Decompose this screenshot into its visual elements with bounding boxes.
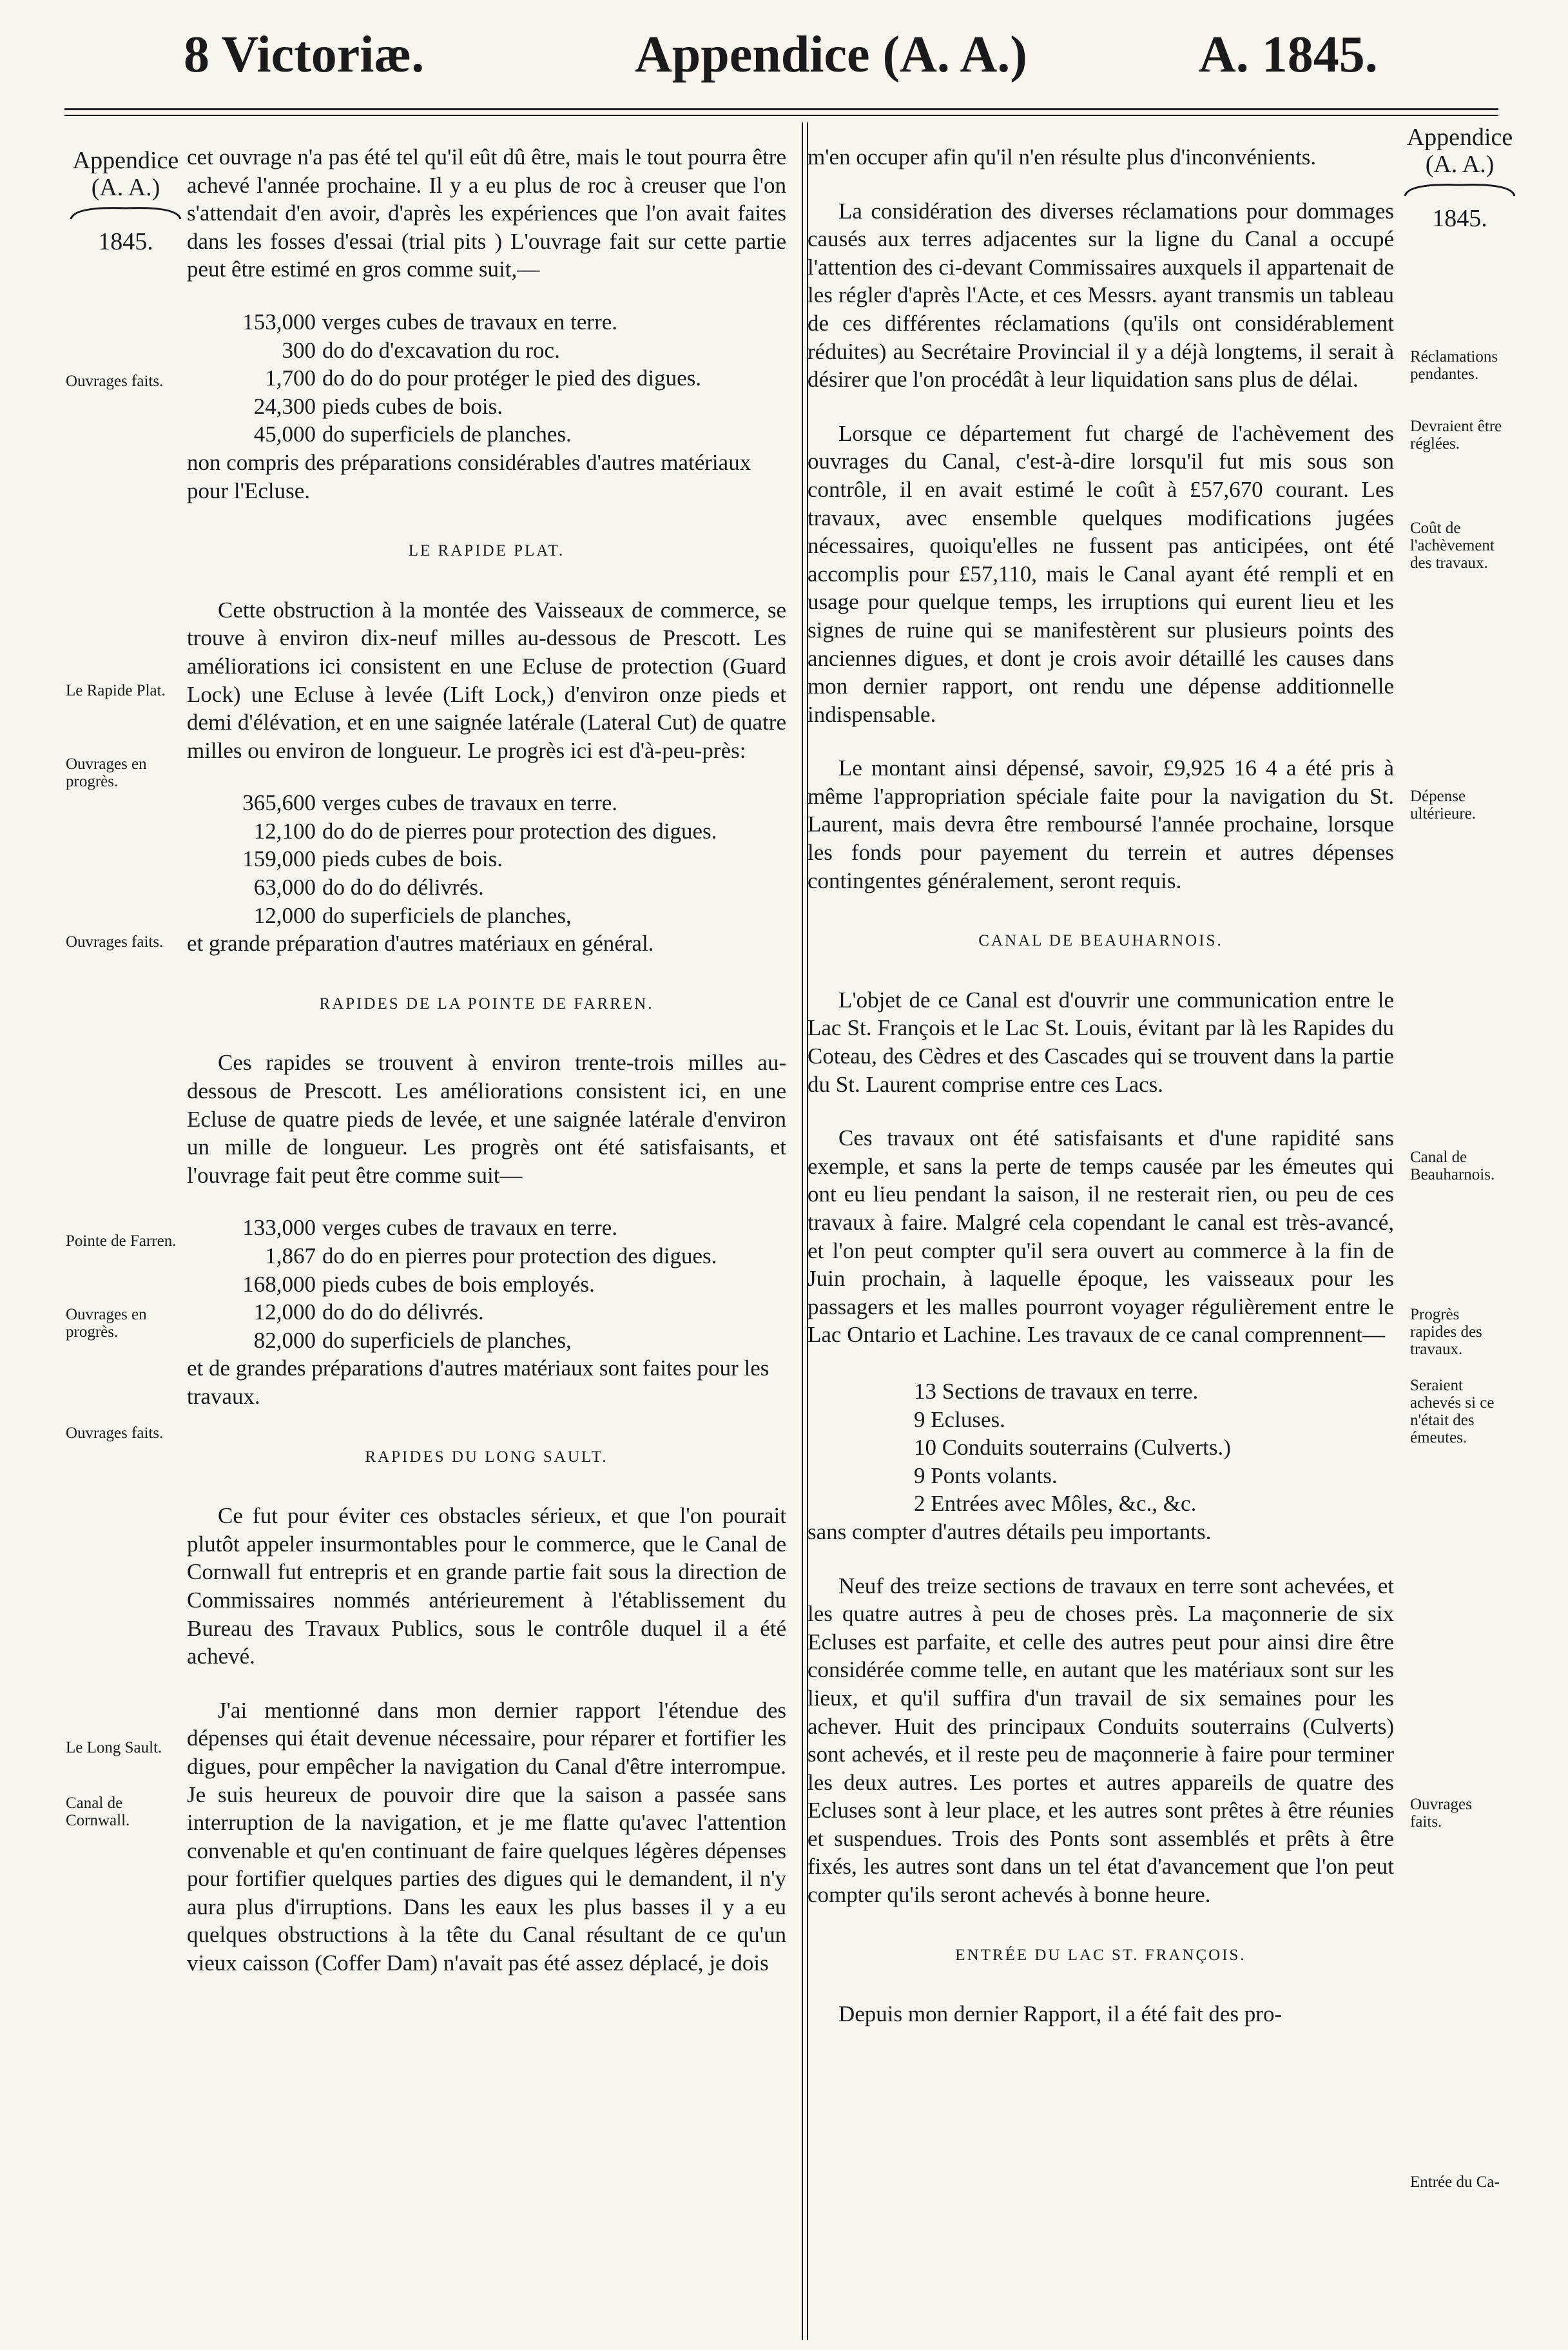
- margin-note: Réclamations pendantes.: [1410, 348, 1498, 383]
- quantities-list: [187, 308, 786, 505]
- paragraph: Lorsque ce département fut chargé de l'achèvement des ouvrages du Canal, c'est-à-dire lorsqu'il fut mis sous son contrôle, il en avait estimé le coût à £57,670 courant. Les travaux, avec ensemble quelques modifications jugées nécessaires, quoiqu'elles ne fussent pas anticipées, ont été accomplis pour £57,110, mais le Canal ayant été rempli et en usage pour quelque temps, les irruptions qui eurent lieu et les signes de ruine qui se manifestèrent sur plusieurs points des anciennes digues, et dont je crois avoir détaillé les causes dans mon dernier rapport, ont rendu une dépense additionnelle indispensable.: [808, 420, 1394, 727]
- paragraph: Cette obstruction à la montée des Vaisseaux de commerce, se trouve à environ dix-neuf milles au-dessous de Prescott. Les améliorations ici consistent en une Ecluse de protection (Guard Lock) une Ecluse à levée (Lift Lock,) d'environ onze pieds et demi d'élévation, et en une saignée latérale (Lateral Cut) de quatre milles ou environ de longueur. Le progrès ici est d'à-peu-près:: [187, 597, 786, 763]
- paragraph: Ces rapides se trouvent à environ trente-trois milles au-dessous de Prescott. Les améliorations consistent ici, en une Ecluse de quatre pieds de levée, et une saignée latérale d'environ un mille de longueur. Les progrès ont été satisfaisants, et l'ouvrage fait peut être comme suit—: [187, 1050, 786, 1188]
- stamp-year: 1845.: [98, 228, 153, 255]
- header-year: A. 1845.: [1199, 26, 1378, 83]
- quantity-row: [187, 789, 786, 817]
- quantity-row: [187, 420, 786, 449]
- quantity-row: [187, 308, 786, 336]
- paragraph: La considération des diverses réclamations pour dommages causés aux terres adjacentes sur la ligne du Canal a occupé l'attention des ci-devant Commissaires auxquels il appartenait de les régler d'après l'Acte, et ces Messrs. ayant transmis un tableau de ces différentes réclamations (qu'ils ont considérablement réduites) au Secrétaire Provincial il y a déjà longtems, il serait à désirer que l'on procédât à leur liquidation sans plus de délai.: [808, 198, 1394, 393]
- quantity-description: do do de pierres pour protection des digues.: [322, 818, 717, 844]
- quantity: 12,000: [253, 902, 316, 928]
- quantity: 153,000: [242, 309, 316, 335]
- section-heading: RAPIDES DU LONG SAULT.: [365, 1448, 608, 1466]
- quantity-description: do do d'excavation du roc.: [322, 337, 560, 363]
- paragraph: L'objet de ce Canal est d'ouvrir une communication entre le Lac St. François et le Lac St. Louis, évitant par là les Rapides du Coteau, des Cèdres et des Cascades qui se trouvent dans la partie du St. Laurent comprise entre ces Lacs.: [808, 987, 1394, 1097]
- quantity: 24,300: [253, 393, 316, 419]
- margin-note: Seraient achevés si ce n'était des émeutes.: [1410, 1377, 1495, 1446]
- margin-note: Ouvrages en progrès.: [66, 755, 147, 790]
- quantity-description: do superficiels de planches.: [322, 422, 572, 447]
- quantity-description: pieds cubes de bois.: [322, 393, 503, 419]
- list-item: 9 Ecluses.: [914, 1406, 1005, 1432]
- quantity: 159,000: [242, 846, 316, 872]
- stamp-brace: [1402, 180, 1518, 199]
- paragraph: Ce fut pour éviter ces obstacles sérieux, et que l'on pourait plutôt appeler insurmontables pour le commerce, que le Canal de Cornwall fut entrepris et en grande partie fait sous la direction de Commissaires nommés antérieurement à l'établissement du Bureau des Travaux Publics, sous le contrôle duquel il a été achevé.: [187, 1503, 786, 1669]
- margin-note: Ouvrages faits.: [66, 933, 164, 951]
- quantity-row: [187, 902, 786, 930]
- paragraph: J'ai mentionné dans mon dernier rapport l'étendue des dépenses qui était devenue nécessaire, pour réparer et fortifier les digues, pour empêcher la navigation du Canal d'être interrompue. Je suis heureux de pouvoir dire que la saison a passée sans interruption de la navigation, et je me flatte qu'avec l'attention convenable et qu'en continuant de faire quelques légères dépenses pour fortifier quelques parties des digues qui le demandent, il n'y aura plus d'irruptions. Dans les eaux les plus basses il y a eu quelques obstructions à la tête du Canal résultant de ce qu'un vieux caisson (Coffer Dam) n'avait pas été assez déplacé, je dois: [187, 1697, 786, 1976]
- margin-note: Pointe de Farren.: [66, 1232, 177, 1250]
- stamp-brace: [68, 203, 184, 222]
- section-heading: LE RAPIDE PLAT.: [408, 542, 565, 560]
- appendix-stamp-right: [1399, 124, 1521, 232]
- paragraph: Le montant ainsi dépensé, savoir, £9,925 16 4 a été pris à même l'appropriation spéciale faite pour la navigation du St. Laurent, mais devra être remboursé l'année prochaine, lorsque les fonds pour payement du terrein et autres dépenses contingentes généralement, seront requis.: [808, 755, 1394, 893]
- paragraph: Neuf des treize sections de travaux en terre sont achevées, et les quatre autres à peu de choses près. La maçonnerie de six Ecluses est parfaite, et celle des autres peut pour ainsi dire être considérée comme telle, en autant que les matériaux sont sur les lieux, et qu'il suffira d'un travail de six semaines pour les achever. Huit des principaux Conduits souterrains (Culverts) sont achevés, et il reste peu de maçonnerie à faire pour terminer les deux autres. Les portes et autres appareils de quatre des Ecluses sont à leur place, et les autres sont prêtes à être réunies et suspendues. Trois des Ponts sont assemblés et prêts à être fixés, les autres sont dans un tel état d'avancement que l'on peut compter qu'ils seront achevés à bonne heure.: [808, 1573, 1394, 1908]
- list-note: sans compter d'autres détails peu importants.: [808, 1519, 1212, 1544]
- paragraph: m'en occuper afin qu'il n'en résulte plus d'inconvénients.: [808, 144, 1317, 170]
- quantity-description: do do do délivrés.: [322, 1299, 484, 1325]
- stamp-line2: (A. A.): [1425, 151, 1495, 178]
- margin-note: Le Long Sault.: [66, 1739, 162, 1756]
- header-rule-thin: [64, 115, 1498, 116]
- header-session: 8 Victoriæ.: [184, 26, 425, 83]
- section-heading: RAPIDES DE LA POINTE DE FARREN.: [319, 995, 654, 1013]
- stamp-line2: (A. A.): [91, 174, 160, 201]
- quantity: 12,100: [253, 818, 316, 844]
- header-rule: [64, 108, 1498, 110]
- quantity: 1,867: [265, 1243, 316, 1268]
- margin-note: Le Rapide Plat.: [66, 682, 166, 699]
- margin-note: Ouvrages faits.: [66, 1424, 164, 1442]
- quantity-row: [187, 336, 786, 365]
- margin-note: Progrès rapides des travaux.: [1410, 1306, 1482, 1358]
- right-column: [802, 143, 1394, 2028]
- margin-note: Coût de l'achèvement des travaux.: [1410, 520, 1495, 572]
- quantity-row: [187, 1214, 786, 1242]
- quantity-description: verges cubes de travaux en terre.: [322, 1215, 618, 1241]
- section-heading: CANAL DE BEAUHARNOIS.: [978, 932, 1223, 950]
- list-note: et grande préparation d'autres matériaux en général.: [187, 931, 654, 957]
- quantity-row: [187, 1326, 786, 1355]
- quantities-list: [187, 789, 786, 958]
- margin-note: Ouvrages faits.: [1410, 1796, 1472, 1830]
- quantity-description: do do do pour protéger le pied des digues.: [322, 365, 702, 391]
- list-item: 10 Conduits souterrains (Culverts.): [914, 1435, 1231, 1461]
- paragraph: Ces travaux ont été satisfaisants et d'une rapidité sans exemple, et sans la perte de temps causée par les émeutes qui ont eu lieu pendant la saison, il ne resterait rien, ou peu de ces travaux à faire. Malgré cela copendant le canal est très-avancé, et l'on peut compter qu'il sera ouvert au commerce à la fin de Juin prochain, à laquelle époque, les vaisseaux pour les passagers et les malles pourront voyager régulièrement entre le Lac Ontario et Lachine. Les travaux de ce canal comprennent—: [808, 1125, 1394, 1348]
- quantity: 133,000: [242, 1215, 316, 1241]
- quantity-description: do do en pierres pour protection des digues.: [322, 1243, 717, 1268]
- margin-note: Canal de Beauharnois.: [1410, 1149, 1495, 1183]
- quantity-row: [187, 817, 786, 846]
- header-appendix: Appendice (A. A.): [635, 26, 1027, 83]
- quantity: 45,000: [253, 422, 316, 447]
- margin-note: Dépense ultérieure.: [1410, 788, 1476, 822]
- list-item: 13 Sections de travaux en terre.: [914, 1378, 1199, 1404]
- works-list: [808, 1377, 1394, 1518]
- stamp-line1: Appendice: [72, 147, 179, 174]
- quantity: 1,700: [265, 365, 316, 391]
- paragraph: cet ouvrage n'a pas été tel qu'il eût dû être, mais le tout pourra être achevé l'année prochaine. Il y a eu plus de roc à creuser que l'on s'attendait d'en avoir, d'après les expériences que l'on avait faites dans les fosses d'essai (trial pits ) L'ouvrage fait sur cette partie peut être estimé en gros comme suit,—: [187, 144, 786, 282]
- quantity: 168,000: [242, 1271, 316, 1297]
- quantity: 300: [282, 337, 316, 363]
- margin-note: Entrée du Ca-: [1410, 2173, 1500, 2191]
- margin-note: Devraient être réglées.: [1410, 418, 1502, 452]
- margin-note: Ouvrages en progrès.: [66, 1306, 147, 1341]
- quantity-row: [187, 393, 786, 421]
- list-item: 2 Entrées avec Môles, &c., &c.: [914, 1491, 1197, 1517]
- quantity-row: [187, 845, 786, 873]
- quantity-row: [187, 1242, 786, 1270]
- list-item: 9 Ponts volants.: [914, 1462, 1058, 1488]
- stamp-line1: Appendice: [1406, 124, 1513, 151]
- page-header: [0, 26, 1568, 97]
- list-note: et de grandes préparations d'autres matériaux sont faites pour les travaux.: [187, 1355, 769, 1409]
- quantity-description: verges cubes de travaux en terre.: [322, 790, 618, 816]
- margin-note: Ouvrages faits.: [66, 373, 164, 390]
- quantity-description: do do do délivrés.: [322, 875, 484, 900]
- quantity-description: do superficiels de planches,: [322, 902, 572, 928]
- quantity: 63,000: [253, 875, 316, 900]
- quantity-description: verges cubes de travaux en terre.: [322, 309, 618, 335]
- margin-note: Canal de Cornwall.: [66, 1794, 130, 1829]
- left-column: [187, 143, 786, 1977]
- quantity-row: [187, 364, 786, 393]
- quantity: 12,000: [253, 1299, 316, 1325]
- section-heading: ENTRÉE DU LAC ST. FRANÇOIS.: [955, 1946, 1246, 1964]
- quantity: 365,600: [242, 790, 316, 816]
- list-note: non compris des préparations considérables d'autres matériaux pour l'Ecluse.: [187, 449, 751, 503]
- quantity-row: [187, 1298, 786, 1326]
- quantity-row: [187, 1270, 786, 1299]
- paragraph: Depuis mon dernier Rapport, il a été fait des pro-: [838, 2001, 1282, 2027]
- quantity: 82,000: [253, 1327, 316, 1353]
- stamp-year: 1845.: [1432, 205, 1487, 232]
- quantity-row: [187, 873, 786, 902]
- quantities-list: [187, 1214, 786, 1410]
- appendix-stamp-left: [64, 147, 187, 255]
- quantity-description: do superficiels de planches,: [322, 1327, 572, 1353]
- quantity-description: pieds cubes de bois employés.: [322, 1271, 595, 1297]
- quantity-description: pieds cubes de bois.: [322, 846, 503, 872]
